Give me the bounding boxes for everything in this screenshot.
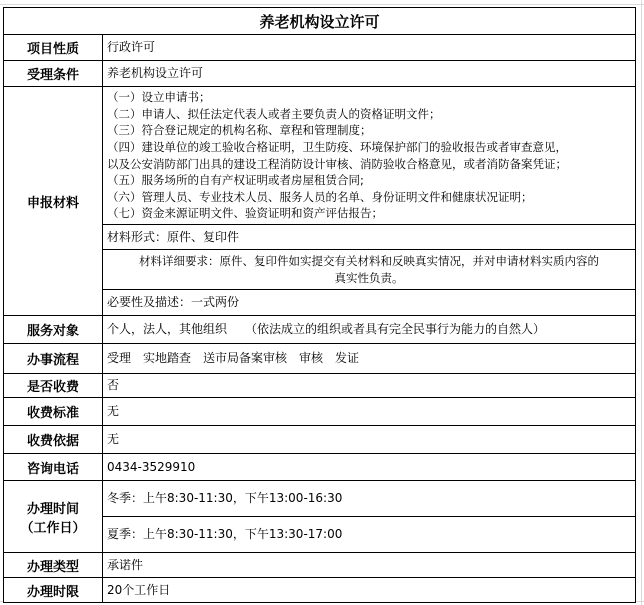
materials-form: 材料形式：原件、复印件 xyxy=(103,225,636,250)
process-label: 办事流程 xyxy=(4,344,103,374)
material-item: （二）申请人、拟任法定代表人或者主要负责人的资格证明文件； xyxy=(107,106,441,121)
hours-label-sub: （工作日） xyxy=(20,520,86,536)
hours-summer: 夏季：上午8:30-11:30，下午13:30-17:00 xyxy=(103,517,636,553)
service-target-value: 个人，法人，其他组织 （依法成立的组织或者具有完全民事行为能力的自然人） xyxy=(103,316,636,344)
materials-detail-line: 材料详细要求：原件、复印件如实提交有关材料和反映真实情况，并对申请材料实质内容的 xyxy=(139,253,599,268)
type-value: 承诺件 xyxy=(103,553,636,578)
hours-label xyxy=(4,481,103,553)
materials-necessity: 必要性及描述：一式两份 xyxy=(103,290,636,316)
fee-basis-value: 无 xyxy=(103,426,636,454)
fee-label: 是否收费 xyxy=(4,374,103,398)
acceptance-label: 受理条件 xyxy=(4,61,103,87)
table-row xyxy=(4,61,636,87)
process-value: 受理 实地踏查 送市局备案审核 审核 发证 xyxy=(103,344,636,374)
fee-standard-label: 收费标准 xyxy=(4,398,103,426)
table-row xyxy=(4,316,636,344)
item-nature-label: 项目性质 xyxy=(4,35,103,61)
materials-label: 申报材料 xyxy=(4,87,103,316)
material-item: （一）设立申请书； xyxy=(107,90,211,105)
sheet-gridline xyxy=(0,4,644,5)
hours-label-main: 办理时间 xyxy=(26,501,79,517)
acceptance-value: 养老机构设立许可 xyxy=(103,61,636,87)
phone-label: 咨询电话 xyxy=(4,454,103,481)
table-row xyxy=(4,398,636,426)
table-row xyxy=(4,578,636,603)
table-row xyxy=(4,374,636,398)
material-item: （七）资金来源证明文件、验资证明和资产评估报告； xyxy=(107,206,383,221)
material-item: （三）符合登记规定的机构名称、章程和管理制度； xyxy=(107,123,372,138)
time-limit-value: 20个工作日 xyxy=(103,578,636,603)
materials-detail-line: 真实性负责。 xyxy=(334,270,404,285)
fee-basis-label: 收费依据 xyxy=(4,426,103,454)
material-item: （四）建设单位的竣工验收合格证明，卫生防疫、环境保护部门的验收报告或者审查意见， xyxy=(107,139,567,154)
table-row xyxy=(4,481,636,517)
service-target-label: 服务对象 xyxy=(4,316,103,344)
hours-winter: 冬季：上午8:30-11:30，下午13:00-16:30 xyxy=(103,481,636,517)
table-row xyxy=(4,344,636,374)
time-limit-label: 办理时限 xyxy=(4,578,103,603)
table-row xyxy=(4,454,636,481)
material-item: （六）管理人员、专业技术人员、服务人员的名单、身份证明文件和健康状况证明； xyxy=(107,189,533,204)
fee-value: 否 xyxy=(103,374,636,398)
table-row xyxy=(4,87,636,225)
title-row xyxy=(4,8,636,35)
table-row xyxy=(4,426,636,454)
material-item: 以及公安消防部门出具的建设工程消防设计审核、消防验收合格意见，或者消防备案凭证； xyxy=(107,156,567,171)
page-title: 养老机构设立许可 xyxy=(4,8,636,35)
fee-standard-value: 无 xyxy=(103,398,636,426)
material-item: （五）服务场所的自有产权证明或者房屋租赁合同; xyxy=(107,173,364,188)
materials-list xyxy=(103,87,636,225)
table-row xyxy=(4,35,636,61)
phone-value: 0434-3529910 xyxy=(103,454,636,481)
type-label: 办理类型 xyxy=(4,553,103,578)
materials-detail xyxy=(103,250,636,290)
item-nature-value: 行政许可 xyxy=(103,35,636,61)
permit-info-table xyxy=(3,7,636,603)
sheet-gridline xyxy=(641,0,642,605)
table-row xyxy=(4,553,636,578)
